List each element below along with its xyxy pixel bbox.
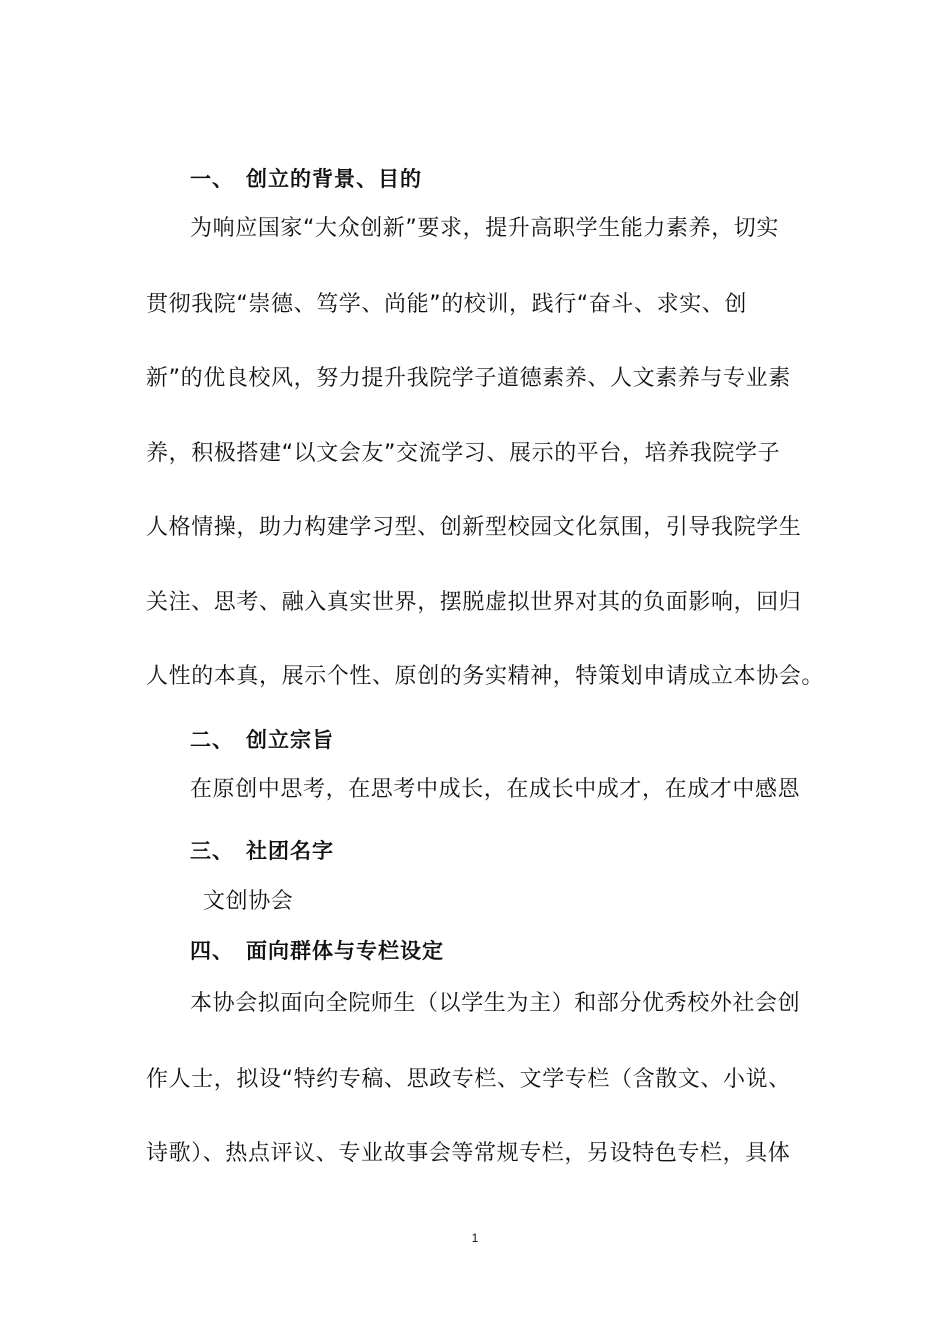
paragraph-line: 在原创中思考，在思考中成长，在成长中成才，在成才中感恩 bbox=[190, 777, 801, 802]
section-heading-1 bbox=[190, 163, 422, 193]
paragraph-line: 人格情操，助力构建学习型、创新型校园文化氛围，引导我院学生 bbox=[146, 515, 802, 540]
section-title: 面向群体与专栏设定 bbox=[246, 939, 444, 963]
paragraph-line: 关注、思考、融入真实世界，摆脱虚拟世界对其的负面影响，回归 bbox=[146, 590, 802, 615]
paragraph-line: 文创协会 bbox=[203, 889, 294, 914]
section-title: 社团名字 bbox=[246, 839, 334, 863]
section-heading-3 bbox=[190, 835, 334, 865]
section-title: 创立宗旨 bbox=[246, 728, 334, 752]
section-heading-2 bbox=[190, 724, 334, 754]
section-number: 四、 bbox=[190, 939, 234, 963]
paragraph-line: 为响应国家“大众创新”要求，提升高职学生能力素养，切实 bbox=[190, 216, 779, 241]
paragraph-line: 作人士，拟设“特约专稿、思政专栏、文学专栏（含散文、小说、 bbox=[146, 1067, 791, 1092]
section-number: 一、 bbox=[190, 167, 234, 191]
paragraph-line: 诗歌）、热点评议、专业故事会等常规专栏，另设特色专栏，具体 bbox=[146, 1141, 791, 1166]
paragraph-line: 养，积极搭建“以文会友”交流学习、展示的平台，培养我院学子 bbox=[146, 441, 781, 466]
paragraph-line: 人性的本真，展示个性、原创的务实精神，特策划申请成立本协会。 bbox=[146, 664, 825, 689]
paragraph-line: 本协会拟面向全院师生（以学生为主）和部分优秀校外社会创 bbox=[190, 991, 801, 1016]
section-number: 三、 bbox=[190, 839, 234, 863]
page-number: 1 bbox=[471, 1231, 479, 1245]
section-title: 创立的背景、目的 bbox=[246, 167, 422, 191]
paragraph-line: 贯彻我院“崇德、笃学、尚能”的校训，践行“奋斗、求实、创 bbox=[146, 292, 747, 317]
paragraph-line: 新”的优良校风，努力提升我院学子道德素养、人文素养与专业素 bbox=[146, 366, 791, 391]
section-number: 二、 bbox=[190, 728, 234, 752]
section-heading-4 bbox=[190, 935, 444, 965]
